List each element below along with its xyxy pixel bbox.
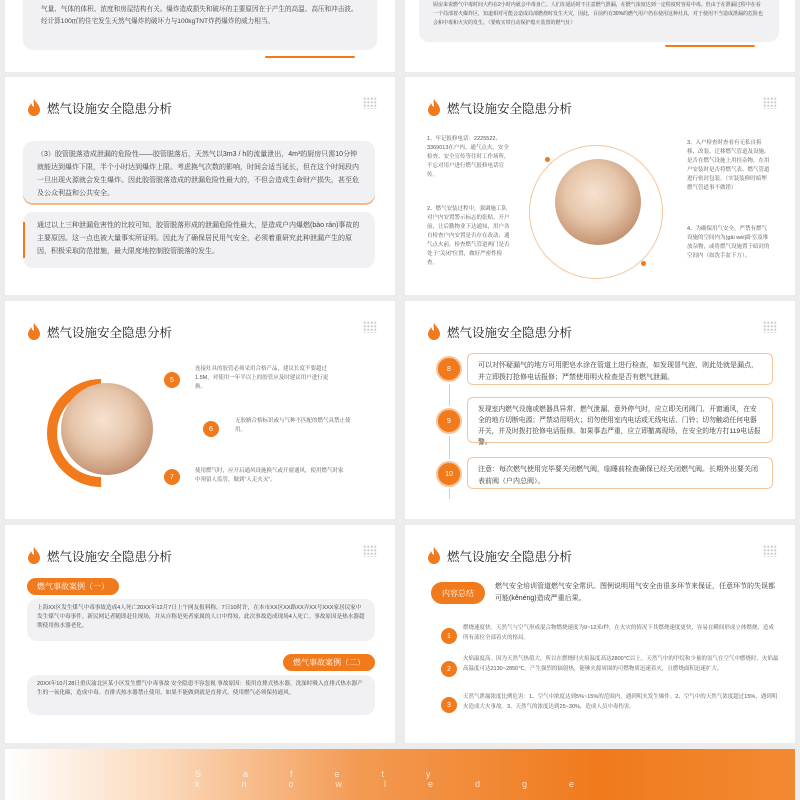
step-number: 6: [203, 421, 219, 437]
ring-dot: [545, 157, 550, 162]
summary-label: 内容总结: [431, 582, 485, 604]
dots-decoration: [763, 545, 777, 557]
explosion-danger-card: [23, 0, 377, 50]
item-text: 火焰温度高。因为天然气热值大，所以在燃烧时火焰温度高达2800℃以上。天然气中的甲烷和少量的氢气在空气中燃烧时，火焰最高温度可达2130~2850℃。产生强烈的辐射热，能够火源周围的可燃物质迅速着火，且燃烧面积迅速扩大。: [463, 656, 779, 672]
case-card-1: 上海XX区发生煤气中毒事故造成4人死亡20XX年12月7日上午网友报料称，7日10时许，在本市XX区XX路XX弄XX号XXX家居民家中发生煤气中毒事件。新民网记者随即赶往现场，并从自称是死者家属的人口中得知，此次事故造成现场4人死亡。事故原因是热水器超期使用热水器老化。: [27, 599, 375, 641]
flame-icon: [27, 323, 41, 341]
step-number: 10: [436, 461, 462, 487]
poisoning-danger-card: [419, 0, 779, 42]
slide-title: 燃气设施安全隐患分析: [27, 99, 172, 117]
card-underline: [665, 45, 755, 47]
slide-4: [405, 77, 795, 295]
step-card: 注意：每次燃气使用完毕要关闭燃气阀，临睡前检查确保已经关闭燃气阀。长期外出要关闭表前阀（户内总阀）。: [467, 457, 773, 489]
slide-title: 燃气设施安全隐患分析: [427, 323, 572, 341]
case-card-2: 20XX年10月28日重庆渝北区某小区发生燃气中毒事故 安全隐患不容忽视 事故原因：使用直排式热水器，洗澡时吸入直排式热水器产生的一氧化碳，造成中毒。直排式热水器禁止使用，如果不能做到就是直排式。使用燃气必须保持通风。: [27, 675, 375, 715]
item-number: 3: [441, 697, 457, 713]
flame-icon: [27, 99, 41, 117]
dots-decoration: [363, 321, 377, 333]
tip-2: 2、燃气安装过程中，强调施工队对户内安置警示标志的张贴、开户前，让后勤物业下达通知，用户各自检查户内安置是否存在改动、通气点火前，检查燃气管道两门是否处于“关闭”位置，做好严密性检查。: [427, 206, 510, 266]
flame-icon: [427, 99, 441, 117]
slide-5: [5, 301, 395, 519]
dots-decoration: [763, 97, 777, 109]
item-number: 2: [441, 661, 457, 677]
slide-title: 燃气设施安全隐患分析: [427, 547, 572, 565]
flame-icon: [27, 547, 41, 565]
mother-child-photo: [61, 383, 153, 475]
ring-dot: [641, 261, 646, 266]
flame-icon: [427, 323, 441, 341]
slide-8: [405, 525, 795, 743]
step-text: 使用燃气时，应开启通风设施换气或开窗通风，使用燃气时家中须留人监管，做到“人走火灭”。: [195, 468, 344, 483]
footer-text: Safety knowledge: [195, 769, 617, 789]
explosion-danger-text: 气量、气体的体积、浓度和房屋结构有关。爆炸造成损失和破坏的主要原因在于产生的高温、高压和冲击波。经计算100㎡的住宅发生天然气爆炸的破坏力与100kgTNT炸药爆炸的威力相当。: [41, 6, 358, 25]
case-label-2: 燃气事故案例（二）: [283, 654, 375, 671]
case-label-1: 燃气事故案例（一）: [27, 578, 119, 595]
step-number: 7: [164, 469, 180, 485]
step-number: 9: [436, 408, 462, 434]
step-number: 5: [164, 372, 180, 388]
tip-4: 4、为确保用气安全，严禁有燃气设施的空间内为(gāi wéi)卧室及堆放杂物，或将燃气设施置于暗封的空间内（如洗手盆下方）。: [687, 226, 770, 259]
item-text: 天然气泄漏浓度比例危害：1、空气中浓度达到5%~15%的范围内，遇到明火发生爆炸。2、空气中的天然气浓度超过15%，遇到明火造成大火事故。3、天然气的浓度达到25~30%，造成人员中毒伤害。: [463, 694, 778, 710]
slide-7: [5, 525, 395, 743]
slide-2: [405, 0, 795, 72]
hose-detach-text: （3）胶管脱落造成泄漏的危险性——胶管脱落后，天然气以3m3 / h的流量泄出，4m³的厨房只需10分钟就能达到爆炸下限，半个小时达到爆炸上限。考虑换气次数的影响，时间会适当延长，但在这个时间段内一旦出现火源就会发生爆炸。因此胶管脱落造成的泄漏危险性最大的，不但会造成生命财产损失，甚至危及公众利益和公共安全。: [37, 151, 359, 197]
summary-text: 燃气安全培训管道燃气安全常识。图例说明用气安全由很多环节来保证，任意环节的失误都可能(kěnéng)造成严重后果。: [495, 583, 775, 602]
item-text: 燃烧速度快。天然气与空气形成混合物燃烧速度为9~12米/秒，在火灾的情况下其燃烧速度更快，容易在瞬间形成立体燃烧，造成所有部位全部着火的格局。: [463, 625, 774, 641]
comparison-card: [23, 212, 375, 268]
dots-decoration: [363, 97, 377, 109]
step-card: 发现室内燃气设施或燃器具异常、燃气泄漏、意外停气时，应立即关闭阀门、开窗通风，在安全的地方切断电源；严禁动用明火；切勿使用室内电话或无线电话、门铃；切勿触动任何电器开关，并及时拨打抢修电话报修。如果事态严重，应立即撤离现场，在安全的地方打119电话报警。: [467, 397, 773, 443]
comparison-text: 通过以上三种泄漏危害性的比较可知，胶管脱落形成的泄漏危险性最大，是造成户内爆燃(bào rán)事故的主要原因。这一点也被大量事实所证明。因此为了确保居民用气安全，必须着重研究此种泄漏产生的原因，积极采取防范措施，最大限度地控制胶管脱落的发生。: [37, 222, 360, 255]
girl-photo: [555, 159, 641, 245]
slide-title: 燃气设施安全隐患分析: [427, 99, 572, 117]
poisoning-danger-text: 厨房来说燃气中毒时间大约在2小时内就会中毒身亡。人们在通话时不注意燃气泄漏，在燃气浓度达到一定程度时容易中毒。但由于在泄漏过程中在看一个局部着火爆炸区，知道相对可能会造成局部燃烧时发生火灾，因此，目前约有30%的燃气用户仍在使用这种灶具，对于使用不当造成泄漏的危险也会和中毒和火灾的发生。（要购买带自动保护熄火装置的燃气灶）: [433, 2, 764, 26]
step-number: 8: [436, 356, 462, 382]
step-card: 可以对怀疑漏气的地方可用肥皂水涂在管道上进行检查，如发现冒气泡，则此处就是漏点，并立即拨打抢修电话报修；严禁使用明火检查是否有燃气泄漏。: [467, 353, 773, 385]
slide-title: 燃气设施安全隐患分析: [27, 547, 172, 565]
footer-band: [5, 749, 795, 800]
step-text: 连接灶具的胶管必须采用合格产品，建议长度不要超过1.5M，对使用一年半以上的胶管应及时建议用户进行更换。: [195, 366, 329, 390]
hose-detach-card: [23, 141, 375, 203]
slide-title: 燃气设施安全隐患分析: [27, 323, 172, 341]
slide-6: [405, 301, 795, 519]
item-number: 1: [441, 628, 457, 644]
step-text: 无胶路合格标识或与气种不匹配的燃气具禁止使用。: [235, 418, 351, 433]
flame-icon: [427, 547, 441, 565]
dots-decoration: [763, 321, 777, 333]
card-underline: [265, 56, 355, 58]
accent-bar: [23, 222, 25, 258]
tip-3: 3、入户检查时查看有无私自拆移、改装、迁移燃气管道及设施、是否在燃气设施上用挂杂物，在用户安装时是否将燃气表、燃气管道进行密封包装。（实装装修时暗埋燃气管道事不做错）: [687, 140, 770, 191]
slide-1: [5, 0, 395, 72]
dots-decoration: [363, 545, 377, 557]
slide-3: [5, 77, 395, 295]
tip-1: 1、牢记报修电话：2225522、3369013在户内、通气点火、安全检查、安全宣传等往时工作场所，不忘对用户进行燃气报修电话宣传。: [427, 136, 510, 178]
